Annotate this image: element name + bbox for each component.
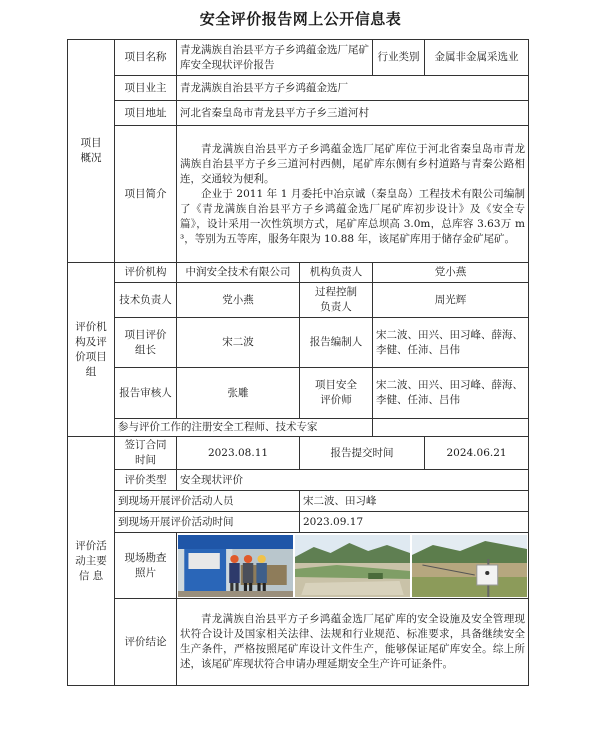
- site-photo-1: [178, 535, 293, 597]
- group-leader-label: 项目评价 组长: [115, 318, 177, 368]
- conclusion-label: 评价结论: [115, 599, 177, 686]
- org-head-value: 党小燕: [373, 263, 529, 283]
- reviewer-value: 张雕: [177, 368, 300, 419]
- section-label-overview: 项目 概况: [68, 40, 115, 263]
- section-label-org: 评价机 构及评 价项目 组: [68, 263, 115, 437]
- page-title: 安全评价报告网上公开信息表: [199, 10, 402, 28]
- report-writer-label: 报告编制人: [300, 318, 373, 368]
- intro-paragraph: 青龙满族自治县平方子乡鸿蕴金选厂尾矿库位于河北省秦皇岛市青龙满族自治县平方子乡三道河村西侧，尾矿库东侧有乡村道路与青秦公路相连，交通较为便利。: [180, 142, 526, 185]
- eval-type-label: 评价类型: [115, 470, 177, 491]
- org-value: 中润安全技术有限公司: [177, 263, 300, 283]
- reviewer-label: 报告审核人: [115, 368, 177, 419]
- tech-head-value: 党小燕: [177, 283, 300, 318]
- industry-label: 行业类别: [373, 40, 425, 76]
- section-label-activity: 评价活 动主要 信 息: [68, 437, 115, 686]
- project-name-value: 青龙满族自治县平方子乡鸿蕴金选厂尾矿库安全现状评价报告: [177, 40, 373, 76]
- org-head-label: 机构负责人: [300, 263, 373, 283]
- engineers-note-blank: [373, 419, 529, 437]
- contract-date-label: 签订合同 时间: [115, 437, 177, 470]
- contract-date-value: 2023.08.11: [177, 437, 300, 470]
- onsite-time-value: 2023.09.17: [300, 512, 529, 533]
- group-leader-value: 宋二波: [177, 318, 300, 368]
- onsite-personnel-value: 宋二波、田习峰: [300, 491, 529, 512]
- photos-cell: [177, 533, 529, 599]
- project-name-label: 项目名称: [115, 40, 177, 76]
- address-value: 河北省秦皇岛市青龙县平方子乡三道河村: [177, 101, 529, 126]
- conclusion-value: 青龙满族自治县平方子乡鸿蕴金选厂尾矿库的安全设施及安全管理现状符合设计及国家相关法律、法规和行业规范、标准要求，具备继续安全生产条件，严格按照尾矿库设计文件生产，能够保证尾矿库安全。综上所述，该尾矿库现状符合申请办理延期安全生产许可证条件。: [177, 599, 529, 686]
- industry-value: 金属非金属采选业: [425, 40, 529, 76]
- report-writers-value: 宋二波、田兴、田习峰、薛海、李健、任沛、吕伟: [373, 318, 529, 368]
- process-ctrl-label: 过程控制 负责人: [300, 283, 373, 318]
- photos-label: 现场勘查 照片: [115, 533, 177, 599]
- tech-head-label: 技术负责人: [115, 283, 177, 318]
- process-ctrl-value: 周光辉: [373, 283, 529, 318]
- evaluator-label: 项目安全 评价师: [300, 368, 373, 419]
- info-table: [67, 39, 529, 686]
- intro-label: 项目简介: [115, 126, 177, 263]
- site-photo-2: [295, 535, 410, 597]
- evaluators-value: 宋二波、田兴、田习峰、薛海、李健、任沛、吕伟: [373, 368, 529, 419]
- intro-value: [177, 126, 529, 263]
- onsite-time-label: 到现场开展评价活动时间: [115, 512, 300, 533]
- eval-type-value: 安全现状评价: [177, 470, 529, 491]
- site-photo-3: [412, 535, 527, 597]
- owner-value: 青龙满族自治县平方子乡鸿蕴金选厂: [177, 76, 529, 101]
- intro-paragraph: 企业于 2011 年 1 月委托中冶京诚（秦皇岛）工程技术有限公司编制了《青龙满族自治县平方子乡鸿蕴金选厂尾矿库初步设计》及《安全专篇》，设计采用一次性筑坝方式，尾矿库总坝高 3.0m，总库容 3.63万 m³，等别为五等库，服务年限为 10.88 年，该尾矿库用于储存金矿尾矿。: [180, 187, 526, 245]
- engineers-note: 参与评价工作的注册安全工程师、技术专家: [115, 419, 373, 437]
- address-label: 项目地址: [115, 101, 177, 126]
- owner-label: 项目业主: [115, 76, 177, 101]
- org-label: 评价机构: [115, 263, 177, 283]
- submit-date-value: 2024.06.21: [425, 437, 529, 470]
- onsite-personnel-label: 到现场开展评价活动人员: [115, 491, 300, 512]
- submit-date-label: 报告提交时间: [300, 437, 425, 470]
